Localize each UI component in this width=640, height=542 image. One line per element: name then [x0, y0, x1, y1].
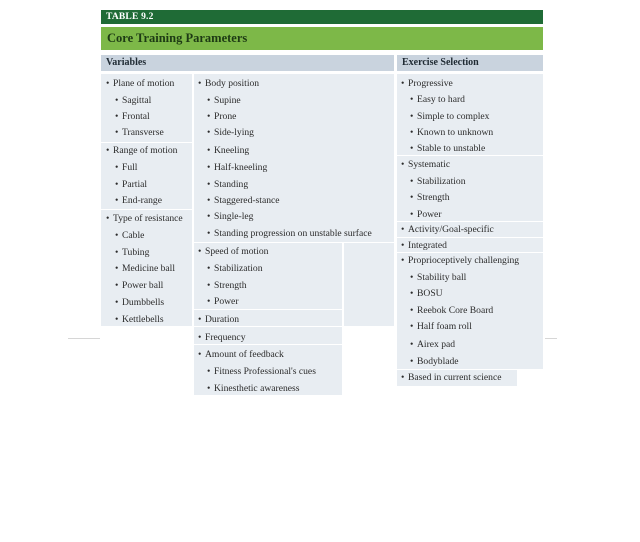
bullet-icon: •: [207, 162, 211, 173]
list-item-label: Dumbbells: [122, 297, 165, 308]
list-item: [115, 194, 162, 207]
bullet-icon: •: [115, 297, 119, 308]
list-item-label: Half foam roll: [417, 321, 472, 332]
bullet-icon: •: [115, 280, 119, 291]
list-item-label: Stability ball: [417, 272, 467, 283]
list-item-label: Bodyblade: [417, 356, 459, 367]
bullet-icon: •: [207, 366, 211, 377]
list-item-label: Range of motion: [113, 145, 178, 156]
list-item: [410, 287, 443, 300]
list-item-label: Based in current science: [408, 372, 502, 383]
bullet-icon: •: [207, 383, 211, 394]
bullet-icon: •: [410, 339, 414, 350]
bullet-icon: •: [115, 247, 119, 258]
list-item-label: Medicine ball: [122, 263, 176, 274]
header-variables: Variables: [101, 55, 394, 71]
bullet-icon: •: [106, 213, 110, 224]
bullet-icon: •: [198, 349, 202, 360]
bullet-icon: •: [207, 127, 211, 138]
list-item-label: Cable: [122, 230, 145, 241]
cell-speed-spacer: [344, 243, 394, 326]
list-item: [207, 110, 236, 123]
bullet-icon: •: [401, 240, 405, 251]
list-item: [410, 208, 442, 221]
list-item: [207, 227, 372, 240]
list-item-label: Progressive: [408, 78, 453, 89]
list-item: [115, 279, 163, 292]
list-item: [410, 355, 459, 368]
list-item-label: Easy to hard: [417, 94, 465, 105]
list-item: [207, 365, 316, 378]
list-item-label: Reebok Core Board: [417, 305, 494, 316]
list-item: [401, 223, 494, 236]
list-item: [115, 313, 164, 326]
list-item: [115, 296, 164, 309]
list-item: [115, 246, 149, 259]
list-item: [115, 110, 150, 123]
list-item-label: Full: [122, 162, 138, 173]
list-item-label: Side-lying: [214, 127, 254, 138]
list-item: [207, 295, 239, 308]
bullet-icon: •: [115, 162, 119, 173]
list-item: [207, 126, 254, 139]
bullet-icon: •: [207, 95, 211, 106]
list-item: [207, 262, 263, 275]
list-item: [106, 212, 183, 225]
bullet-icon: •: [410, 209, 414, 220]
list-item: [410, 110, 489, 123]
list-item-label: Activity/Goal-specific: [408, 224, 494, 235]
bullet-icon: •: [410, 356, 414, 367]
bullet-icon: •: [401, 159, 405, 170]
list-item-label: Known to unknown: [417, 127, 494, 138]
list-item-label: Partial: [122, 179, 148, 190]
list-item: [115, 94, 151, 107]
bullet-icon: •: [401, 78, 405, 89]
list-item-label: Speed of motion: [205, 246, 269, 257]
list-item: [410, 126, 493, 139]
list-item: [207, 194, 280, 207]
list-item: [198, 77, 259, 90]
list-item-label: Kneeling: [214, 145, 250, 156]
bullet-icon: •: [115, 195, 119, 206]
list-item-label: Amount of feedback: [205, 349, 284, 360]
bullet-icon: •: [410, 94, 414, 105]
list-item: [198, 348, 284, 361]
list-item: [410, 93, 465, 106]
list-item-label: Frontal: [122, 111, 150, 122]
list-item-label: Fitness Professional's cues: [214, 366, 316, 377]
list-item: [401, 239, 447, 252]
list-item: [115, 229, 144, 242]
list-item: [207, 382, 300, 395]
list-item: [115, 262, 175, 275]
bullet-icon: •: [207, 111, 211, 122]
bullet-icon: •: [207, 296, 211, 307]
list-item: [198, 313, 239, 326]
list-item: [106, 144, 177, 157]
list-item: [207, 210, 253, 223]
bullet-icon: •: [410, 272, 414, 283]
bullet-icon: •: [207, 211, 211, 222]
list-item-label: Standing progression on unstable surface: [214, 228, 372, 239]
bullet-icon: •: [410, 288, 414, 299]
list-item-label: Tubing: [122, 247, 150, 258]
list-item: [115, 178, 147, 191]
bullet-icon: •: [115, 95, 119, 106]
list-item-label: Single-leg: [214, 211, 254, 222]
bullet-icon: •: [198, 332, 202, 343]
list-item-label: Airex pad: [417, 339, 456, 350]
bullet-icon: •: [410, 321, 414, 332]
list-item: [410, 304, 493, 317]
list-item-label: Type of resistance: [113, 213, 183, 224]
bullet-icon: •: [410, 176, 414, 187]
list-item-label: Systematic: [408, 159, 451, 170]
list-item: [198, 331, 246, 344]
header-exercise-selection: Exercise Selection: [397, 55, 543, 71]
bullet-icon: •: [198, 78, 202, 89]
list-item: [207, 144, 249, 157]
bullet-icon: •: [198, 314, 202, 325]
bullet-icon: •: [106, 78, 110, 89]
list-item-label: Power ball: [122, 280, 164, 291]
list-item-label: Strength: [214, 280, 247, 291]
list-item-label: Kinesthetic awareness: [214, 383, 300, 394]
list-item: [401, 158, 450, 171]
list-item: [198, 245, 268, 258]
list-item: [115, 126, 164, 139]
bullet-icon: •: [207, 145, 211, 156]
bullet-icon: •: [115, 111, 119, 122]
list-item: [410, 191, 450, 204]
bullet-icon: •: [401, 255, 405, 266]
list-item: [207, 94, 241, 107]
bullet-icon: •: [410, 143, 414, 154]
bullet-icon: •: [207, 228, 211, 239]
list-item: [115, 161, 137, 174]
list-item-label: End-range: [122, 195, 162, 206]
list-item-label: Stabilization: [417, 176, 466, 187]
list-item-label: Half-kneeling: [214, 162, 268, 173]
list-item-label: Transverse: [122, 127, 164, 138]
bullet-icon: •: [115, 127, 119, 138]
list-item-label: BOSU: [417, 288, 443, 299]
list-item: [207, 279, 247, 292]
bullet-icon: •: [410, 192, 414, 203]
list-item: [401, 77, 453, 90]
bullet-icon: •: [198, 246, 202, 257]
list-item: [401, 371, 502, 384]
bullet-icon: •: [401, 224, 405, 235]
bullet-icon: •: [115, 179, 119, 190]
list-item-label: Proprioceptively challenging: [408, 255, 520, 266]
list-item-label: Frequency: [205, 332, 246, 343]
table-number-label: TABLE 9.2: [101, 10, 543, 24]
list-item-label: Staggered-stance: [214, 195, 280, 206]
list-item-label: Strength: [417, 192, 450, 203]
list-item-label: Simple to complex: [417, 111, 490, 122]
list-item-label: Stabilization: [214, 263, 263, 274]
list-item-label: Kettlebells: [122, 314, 164, 325]
list-item: [410, 175, 466, 188]
bullet-icon: •: [115, 314, 119, 325]
bullet-icon: •: [106, 145, 110, 156]
bullet-icon: •: [207, 280, 211, 291]
list-item-label: Plane of motion: [113, 78, 175, 89]
list-item: [410, 320, 472, 333]
list-item-label: Body position: [205, 78, 260, 89]
list-item: [207, 178, 248, 191]
bullet-icon: •: [207, 263, 211, 274]
table-title: Core Training Parameters: [101, 27, 543, 50]
list-item-label: Standing: [214, 179, 249, 190]
divider-right: [545, 338, 557, 339]
list-item-label: Integrated: [408, 240, 447, 251]
list-item: [401, 254, 519, 267]
list-item: [106, 77, 174, 90]
divider-left: [68, 338, 100, 339]
list-item: [410, 271, 466, 284]
bullet-icon: •: [410, 305, 414, 316]
bullet-icon: •: [207, 195, 211, 206]
bullet-icon: •: [410, 127, 414, 138]
list-item: [410, 142, 485, 155]
list-item-label: Supine: [214, 95, 241, 106]
list-item-label: Power: [214, 296, 239, 307]
bullet-icon: •: [207, 179, 211, 190]
list-item-label: Prone: [214, 111, 237, 122]
bullet-icon: •: [401, 372, 405, 383]
bullet-icon: •: [115, 263, 119, 274]
list-item-label: Stable to unstable: [417, 143, 486, 154]
list-item-label: Duration: [205, 314, 240, 325]
bullet-icon: •: [410, 111, 414, 122]
list-item-label: Power: [417, 209, 442, 220]
list-item-label: Sagittal: [122, 95, 152, 106]
list-item: [410, 338, 455, 351]
bullet-icon: •: [115, 230, 119, 241]
list-item: [207, 161, 267, 174]
